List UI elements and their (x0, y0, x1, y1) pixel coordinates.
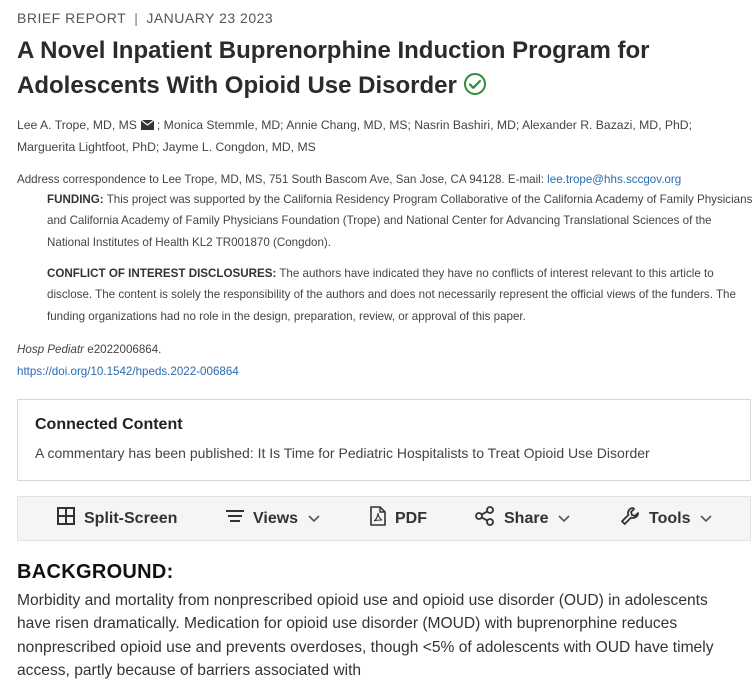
journal-citation (17, 343, 161, 356)
pdf-button[interactable] (370, 497, 427, 540)
check-circle-icon (463, 71, 487, 106)
conflict-of-interest-statement (47, 263, 753, 327)
chevron-down-icon (308, 510, 329, 528)
coi-label: CONFLICT OF INTEREST DISCLOSURES: (47, 267, 277, 280)
doi-line (17, 365, 239, 378)
connected-content-link[interactable]: A commentary has been published: It Is Time for Pediatric Hospitalists to Treat Opioid Use Disorder (35, 445, 650, 461)
pdf-icon (370, 506, 395, 531)
tools-label: Tools (649, 509, 691, 527)
split-screen-icon (57, 507, 84, 530)
meta-separator: | (134, 10, 139, 26)
journal-name: Hosp Pediatr (17, 343, 85, 356)
article-type: BRIEF REPORT (17, 10, 127, 26)
chevron-down-icon (558, 510, 579, 528)
split-screen-button[interactable] (57, 497, 177, 540)
background-heading: BACKGROUND: (17, 561, 174, 583)
article-date: JANUARY 23 2023 (146, 10, 274, 26)
tools-dropdown[interactable] (620, 497, 721, 540)
views-label: Views (253, 509, 299, 527)
article-id: e2022006864. (84, 343, 162, 356)
chevron-down-icon (700, 510, 721, 528)
funding-label: FUNDING: (47, 193, 104, 206)
envelope-icon[interactable] (141, 116, 154, 137)
background-text: Morbidity and mortality from nonprescribed opioid use and opioid use disorder (OUD) in adolescents have risen dramatically. Medication for opioid use disorder (MOUD) with buprenorphine reduces nonprescribed opioid use and prevents overdoses, though <5% of adolescents with OUD have timely access, partly because of barriers associated with (17, 592, 714, 679)
correspondence-address (17, 170, 753, 190)
article-title (17, 33, 717, 106)
article-toolbar (17, 496, 751, 541)
share-icon (475, 506, 504, 531)
coi-text: The authors have indicated they have no conflicts of interest relevant to this article to disclose. The content is solely the responsibility of the authors and does not necessarily represent the official views of the funders. The funding organizations had no role in the design, preparation, review, or approval of this paper. (47, 267, 736, 323)
menu-lines-icon (226, 509, 253, 528)
views-dropdown[interactable] (226, 497, 329, 540)
connected-content-title: Connected Content (35, 416, 183, 433)
connected-content-box (17, 399, 751, 481)
author-list (17, 115, 737, 158)
address-text: Address correspondence to Lee Trope, MD, MS, 751 South Bascom Ave, San Jose, CA 94128. E-mail: (17, 173, 548, 186)
author-link[interactable]: Lee A. Trope, MD, MS (17, 118, 137, 132)
share-label: Share (504, 509, 549, 527)
pdf-label: PDF (395, 509, 427, 527)
author-list-rest[interactable]: ; Monica Stemmle, MD; Annie Chang, MD, MS; Nasrin Bashiri, MD; Alexander R. Bazazi, MD, PhD; Marguerita Lightfoot, PhD; Jayme L. Congdon, MD, MS (17, 118, 692, 154)
article-title-text: A Novel Inpatient Buprenorphine Induction Program for Adolescents With Opioid Use Disorder (17, 37, 650, 99)
funding-text: This project was supported by the California Residency Program Collaborative of the California Academy of Family Physicians and California Academy of Family Physicians Foundation (Trope) and National Center for Advancing Translational Sciences of the National Institutes of Health KL2 TR001870 (Congdon). (47, 193, 753, 249)
share-dropdown[interactable] (475, 497, 579, 540)
article-meta (17, 10, 273, 26)
email-link[interactable]: lee.trope@hhs.sccgov.org (547, 173, 682, 186)
funding-statement (47, 189, 753, 253)
split-screen-label: Split-Screen (84, 509, 178, 527)
wrench-icon (620, 506, 649, 531)
doi-link[interactable]: https://doi.org/10.1542/hpeds.2022-006864 (17, 365, 239, 378)
